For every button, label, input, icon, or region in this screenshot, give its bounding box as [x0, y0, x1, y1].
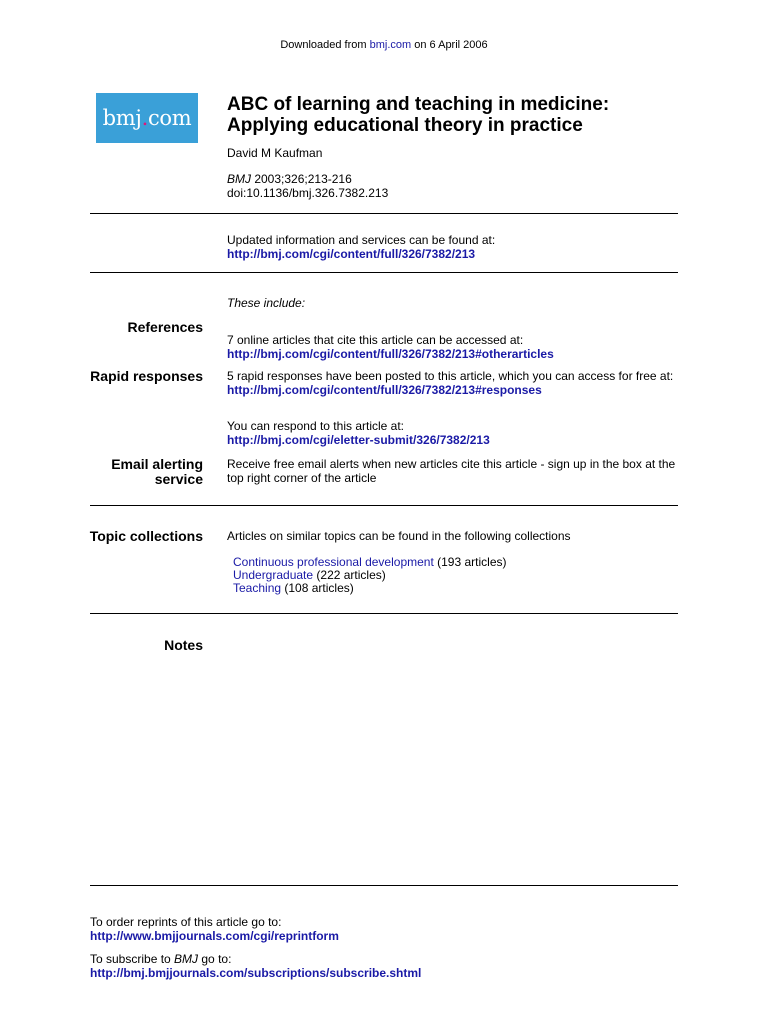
citation-detail: 2003;326;213-216: [251, 172, 352, 186]
email-alerting-label: [63, 457, 203, 487]
updated-info: [227, 233, 682, 261]
references-section: [227, 333, 682, 361]
email-alerting-text: Receive free email alerts when new articles cite this article - sign up in the box at the top right corner of the article: [227, 457, 676, 485]
rapid-responses-label: Rapid responses: [90, 368, 203, 384]
subscribe-journal: BMJ: [174, 952, 199, 966]
bmj-site-link[interactable]: bmj.com: [369, 39, 412, 51]
updated-link[interactable]: http://bmj.com/cgi/content/full/326/7382/213: [227, 247, 476, 261]
title-line-1: ABC of learning and teaching in medicine:: [227, 94, 610, 115]
divider: [90, 272, 678, 273]
rapid-responses-link[interactable]: http://bmj.com/cgi/content/full/326/7382/213#responses: [227, 383, 542, 397]
logo-dot: .: [141, 106, 148, 130]
article-title: [227, 94, 609, 136]
download-prefix: Downloaded from: [280, 39, 370, 51]
reprints-link[interactable]: http://www.bmjjournals.com/cgi/reprintform: [90, 929, 339, 943]
list-item: [233, 582, 507, 595]
download-suffix: on 6 April 2006: [411, 39, 488, 51]
rapid-responses-text: 5 rapid responses have been posted to this article, which you can access for free at:: [227, 369, 674, 383]
rapid-responses-section: [227, 369, 682, 397]
subscribe-suffix: go to:: [198, 952, 232, 966]
updated-text: Updated information and services can be found at:: [227, 233, 496, 247]
topic-collections-text: Articles on similar topics can be found in the following collections: [227, 529, 571, 543]
divider: [90, 213, 678, 214]
collection-list: [233, 556, 507, 595]
collection-count: (193 articles): [433, 555, 507, 569]
references-text: 7 online articles that cite this article can be accessed at:: [227, 333, 524, 347]
title-line-2: Applying educational theory in practice: [227, 115, 583, 136]
bmj-logo[interactable]: [96, 93, 198, 143]
download-notice: [0, 39, 768, 51]
references-label: References: [127, 319, 203, 335]
topic-collections-label: Topic collections: [89, 528, 203, 544]
divider: [90, 885, 678, 886]
logo-text-b: com: [147, 106, 192, 130]
divider: [90, 505, 678, 506]
collection-count: (108 articles): [281, 581, 354, 595]
references-link[interactable]: http://bmj.com/cgi/content/full/326/7382/213#otherarticles: [227, 347, 554, 361]
reprints-section: [90, 915, 339, 943]
respond-section: [227, 419, 682, 447]
collection-link[interactable]: Teaching: [233, 581, 282, 595]
these-include: These include:: [227, 296, 306, 310]
email-alerting-label-line2: service: [154, 471, 203, 487]
subscribe-prefix: To subscribe to: [90, 952, 175, 966]
article-doi: doi:10.1136/bmj.326.7382.213: [227, 186, 389, 200]
journal-name: BMJ: [227, 172, 251, 186]
respond-text: You can respond to this article at:: [227, 419, 404, 433]
notes-label: Notes: [164, 637, 203, 653]
respond-link[interactable]: http://bmj.com/cgi/eletter-submit/326/7382/213: [227, 433, 490, 447]
divider: [90, 613, 678, 614]
subscribe-section: [90, 952, 421, 980]
email-alerting-label-line1: Email alerting: [111, 456, 203, 472]
logo-text-a: bmj: [102, 106, 142, 130]
collection-link[interactable]: Undergraduate: [233, 568, 314, 582]
article-citation: [227, 172, 388, 200]
collection-count: (222 articles): [313, 568, 386, 582]
article-author: David M Kaufman: [227, 146, 323, 160]
reprints-text: To order reprints of this article go to:: [90, 915, 282, 929]
collection-link[interactable]: Continuous professional development: [233, 555, 434, 569]
subscribe-link[interactable]: http://bmj.bmjjournals.com/subscriptions/subscribe.shtml: [90, 966, 422, 980]
